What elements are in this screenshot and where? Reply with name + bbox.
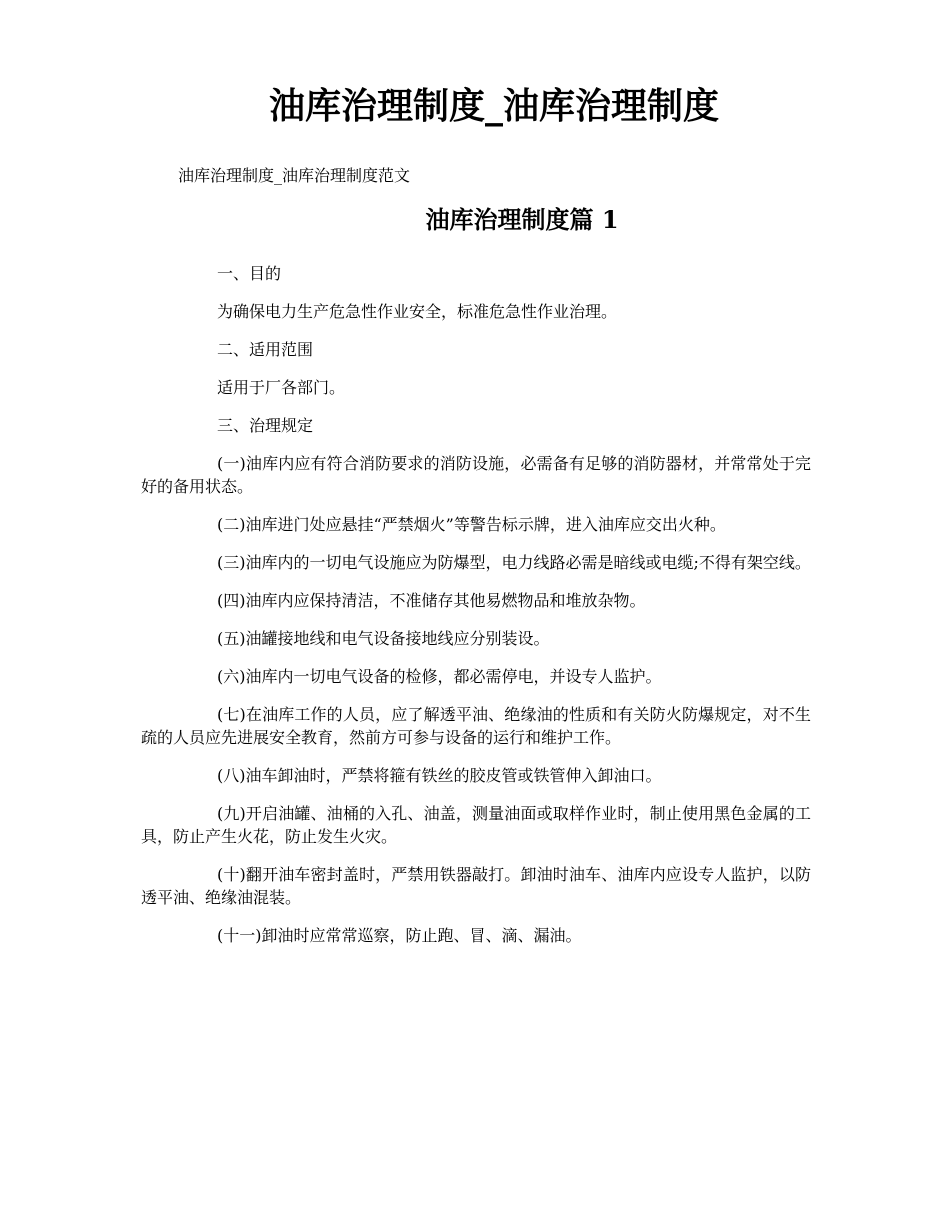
paragraph-purpose: 为确保电力生产危急性作业安全，标准危急性作业治理。	[217, 302, 618, 321]
rule-item-8: (八)油车卸油时，严禁将箍有铁丝的胶皮管或铁管伸入卸油口。	[217, 766, 662, 785]
heading-purpose: 一、目的	[217, 264, 282, 283]
document-body	[141, 262, 811, 962]
rule-item-2: (二)油库进门处应悬挂“严禁烟火”等警告标示牌，进入油库应交出火种。	[217, 515, 726, 534]
rule-item-9: (九)开启油罐、油桶的入孔、油盖，测量油面或取样作业时，制止使用黑色金属的工具，防止产生火花，防止发生火灾。	[141, 804, 811, 846]
rule-item-1: (一)油库内应有符合消防要求的消防设施，必需备有足够的消防器材，并常常处于完好的备用状态。	[141, 454, 811, 496]
rule-item-7: (七)在油库工作的人员，应了解透平油、绝缘油的性质和有关防火防爆规定，对不生疏的人员应先进展安全教育，然前方可参与设备的运行和维护工作。	[141, 705, 811, 747]
rule-item-11: (十一)卸油时应常常巡察，防止跑、冒、滴、漏油。	[217, 926, 582, 945]
rule-item-4: (四)油库内应保持清洁，不准储存其他易燃物品和堆放杂物。	[217, 591, 646, 610]
paragraph-scope: 适用于厂各部门。	[217, 378, 346, 397]
rule-item-3: (三)油库内的一切电气设施应为防爆型，电力线路必需是暗线或电缆;不得有架空线。	[217, 553, 811, 572]
section-heading: 油库治理制度篇 1	[425, 205, 619, 234]
document-title: 油库治理制度_油库治理制度	[268, 85, 719, 127]
document-subtitle: 油库治理制度_油库治理制度范文	[178, 166, 411, 185]
rule-item-10: (十)翻开油车密封盖时，严禁用铁器敲打。卸油时油车、油库内应设专人监护，以防透平油、绝缘油混装。	[141, 865, 811, 907]
heading-rules: 三、治理规定	[217, 416, 314, 435]
rule-item-5: (五)油罐接地线和电气设备接地线应分别装设。	[217, 629, 550, 648]
heading-scope: 二、适用范围	[217, 340, 314, 359]
rule-item-6: (六)油库内一切电气设备的检修，都必需停电，并设专人监护。	[217, 667, 662, 686]
